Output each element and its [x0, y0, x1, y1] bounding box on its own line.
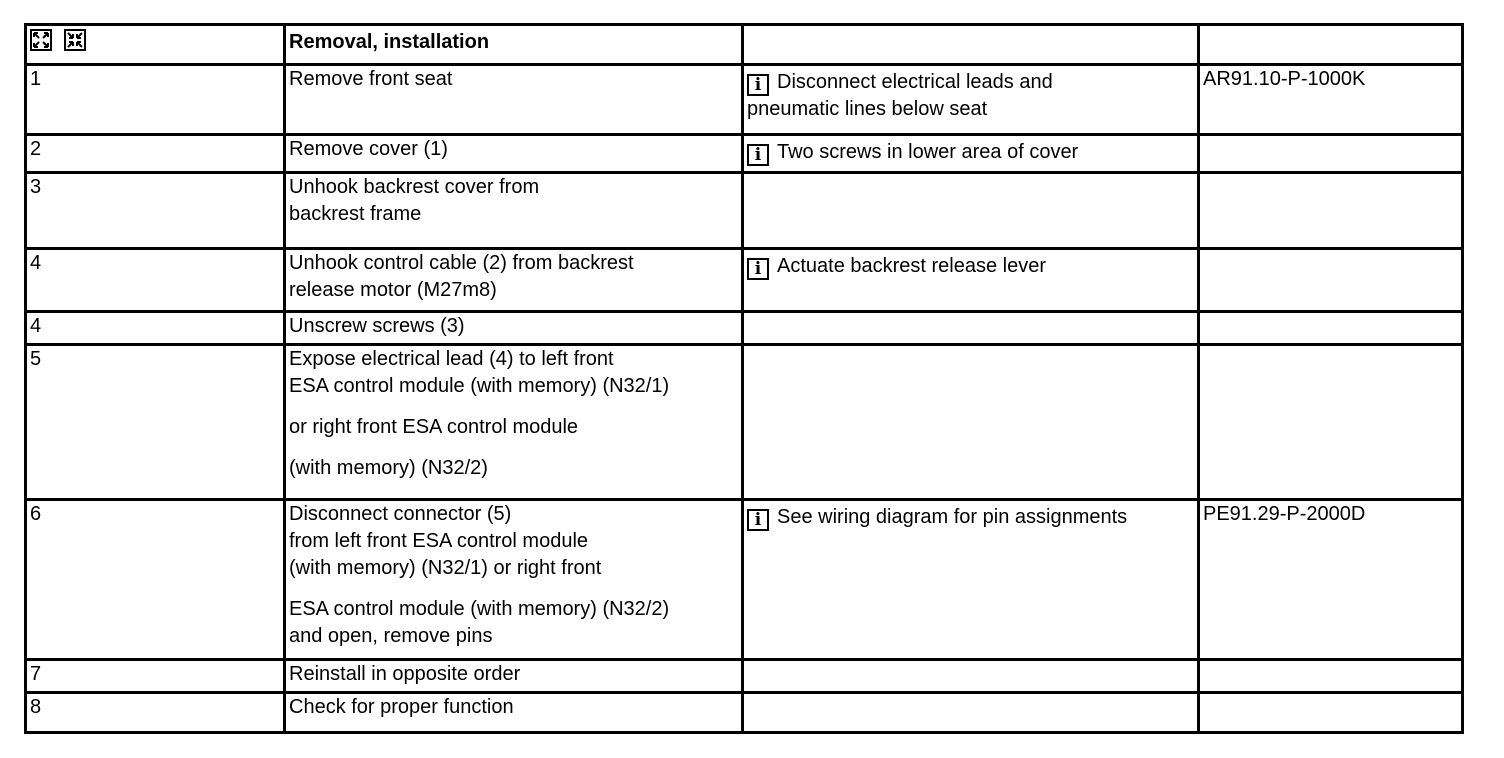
description-line: (with memory) (N32/1) or right front — [289, 557, 602, 579]
step-note — [743, 345, 1199, 500]
step-note — [743, 312, 1199, 345]
step-description — [285, 693, 743, 733]
step-number: 6 — [26, 500, 285, 660]
step-number: 1 — [26, 65, 285, 135]
note-line: i See wiring diagram for pin assignments — [747, 504, 1194, 531]
note-line: pneumatic lines below seat — [747, 98, 988, 120]
step-description — [285, 135, 743, 173]
description-line: release motor (M27m8) — [289, 279, 497, 301]
step-note — [743, 135, 1199, 173]
description-line: Remove cover (1) — [289, 138, 448, 160]
description-line: Expose electrical lead (4) to left front — [289, 348, 614, 370]
header-icons-cell — [26, 25, 285, 65]
expand-icon[interactable] — [30, 29, 52, 51]
step-number: 4 — [26, 249, 285, 312]
step-reference — [1199, 660, 1463, 693]
header-title: Removal, installation — [285, 25, 743, 65]
table-row — [26, 249, 1463, 312]
step-number: 4 — [26, 312, 285, 345]
description-line: Unhook control cable (2) from backrest — [289, 252, 634, 274]
step-number: 5 — [26, 345, 285, 500]
info-icon[interactable]: i — [747, 144, 769, 166]
step-number: 7 — [26, 660, 285, 693]
step-description — [285, 312, 743, 345]
step-reference — [1199, 135, 1463, 173]
step-reference — [1199, 249, 1463, 312]
step-reference[interactable]: PE91.29-P-2000D — [1199, 500, 1463, 660]
step-note — [743, 500, 1199, 660]
description-line: backrest frame — [289, 203, 422, 225]
table-row — [26, 500, 1463, 660]
step-description — [285, 500, 743, 660]
step-note — [743, 173, 1199, 249]
table-row — [26, 660, 1463, 693]
step-description — [285, 65, 743, 135]
note-line: i Actuate backrest release lever — [747, 253, 1194, 280]
step-description — [285, 660, 743, 693]
step-description — [285, 249, 743, 312]
info-icon[interactable]: i — [747, 509, 769, 531]
description-line: Unhook backrest cover from — [289, 176, 540, 198]
table-row — [26, 135, 1463, 173]
description-line: Disconnect connector (5) — [289, 503, 512, 525]
description-line: ESA control module (with memory) (N32/1) — [289, 375, 670, 397]
description-line: Remove front seat — [289, 68, 453, 90]
table-row — [26, 345, 1463, 500]
step-number: 3 — [26, 173, 285, 249]
step-reference — [1199, 345, 1463, 500]
collapse-icon[interactable] — [64, 29, 86, 51]
table-row — [26, 65, 1463, 135]
table-row — [26, 173, 1463, 249]
description-line: Reinstall in opposite order — [289, 663, 521, 685]
step-description — [285, 173, 743, 249]
step-number: 2 — [26, 135, 285, 173]
step-note — [743, 249, 1199, 312]
description-line: and open, remove pins — [289, 625, 493, 647]
description-line: Check for proper function — [289, 696, 514, 718]
step-reference — [1199, 312, 1463, 345]
step-reference — [1199, 693, 1463, 733]
step-description — [285, 345, 743, 500]
info-icon[interactable]: i — [747, 74, 769, 96]
description-line: Unscrew screws (3) — [289, 315, 465, 337]
step-number: 8 — [26, 693, 285, 733]
description-line: (with memory) (N32/2) — [289, 457, 488, 479]
description-line: ESA control module (with memory) (N32/2) — [289, 598, 670, 620]
description-line: or right front ESA control module — [289, 416, 579, 438]
header-row — [26, 25, 1463, 65]
info-icon[interactable]: i — [747, 258, 769, 280]
header-ref-cell — [1199, 25, 1463, 65]
note-line: i Two screws in lower area of cover — [747, 139, 1194, 166]
procedure-table — [24, 23, 1464, 734]
table-row — [26, 312, 1463, 345]
step-reference — [1199, 173, 1463, 249]
step-reference[interactable]: AR91.10-P-1000K — [1199, 65, 1463, 135]
header-note-cell — [743, 25, 1199, 65]
step-note — [743, 65, 1199, 135]
description-line: from left front ESA control module — [289, 530, 589, 552]
step-note — [743, 693, 1199, 733]
step-note — [743, 660, 1199, 693]
note-line: i Disconnect electrical leads and — [747, 69, 1194, 96]
table-row — [26, 693, 1463, 733]
